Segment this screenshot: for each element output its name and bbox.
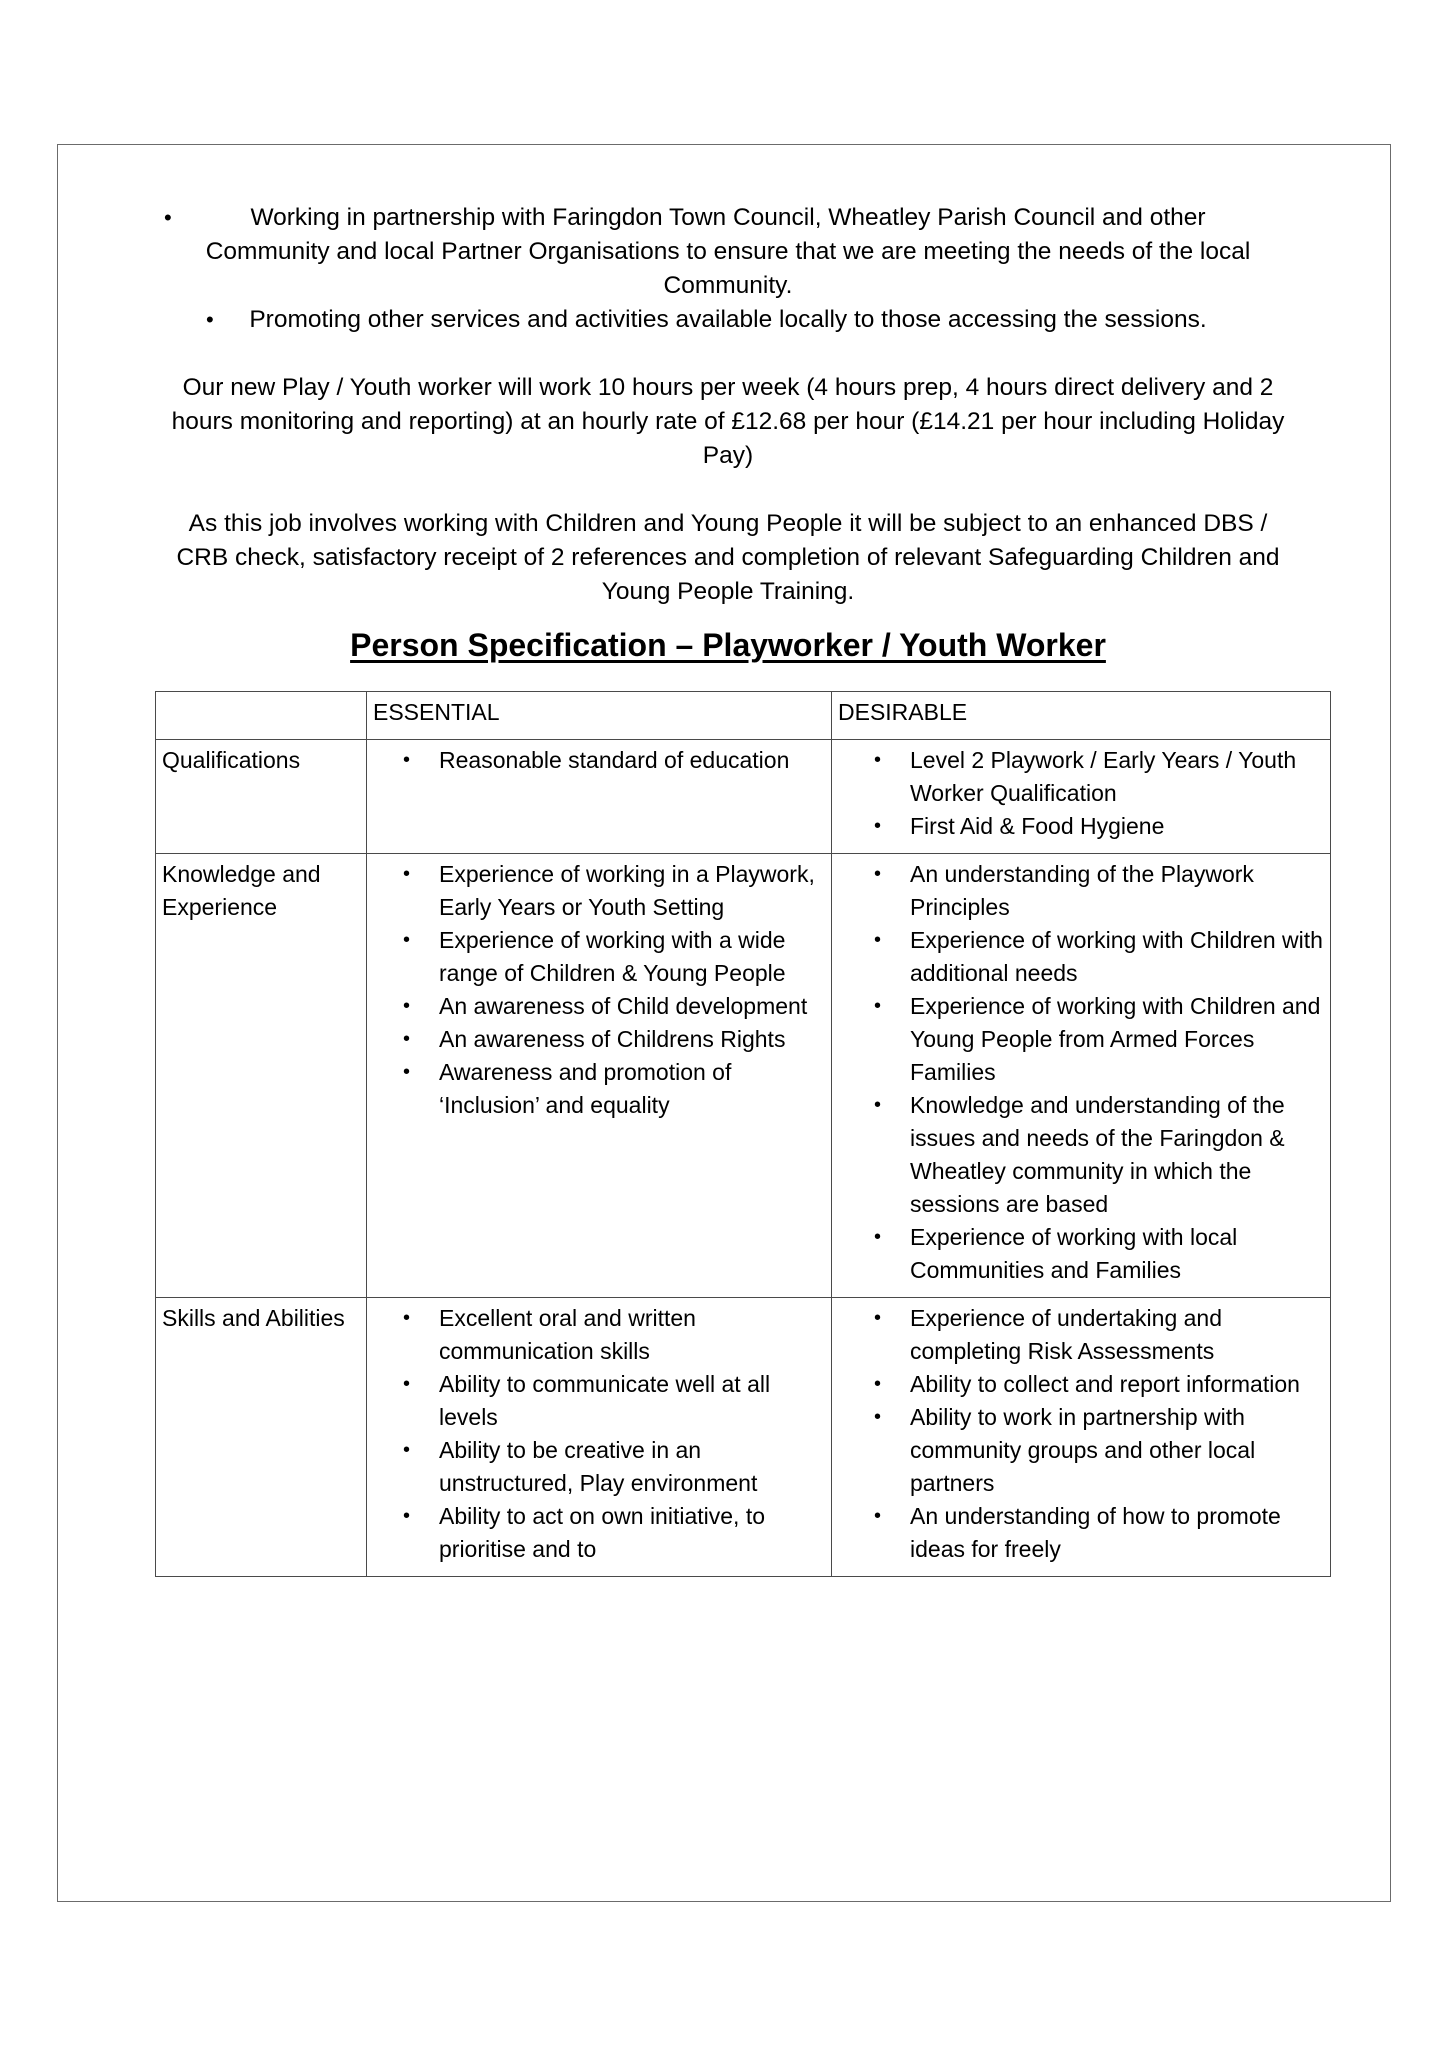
cell-desirable [832, 854, 1331, 1298]
cell-category: Skills and Abilities [156, 1298, 367, 1577]
list-item-text: Experience of working with a wide range of Children & Young People [439, 927, 786, 986]
list-item-text: Ability to communicate well at all levels [439, 1371, 771, 1430]
list-item-text: Ability to be creative in an unstructured, Play environment [439, 1437, 758, 1496]
header-cell-desirable: DESIRABLE [832, 692, 1331, 740]
essential-list [373, 858, 825, 1122]
list-item [838, 858, 1324, 924]
list-item-text: Knowledge and understanding of the issues and needs of the Faringdon & Wheatley community in which the sessions are based [910, 1092, 1285, 1217]
list-item-text: Experience of working with Children with additional needs [910, 927, 1323, 986]
list-item [373, 1056, 825, 1122]
list-item [838, 1221, 1324, 1287]
bullet-icon: • [164, 205, 172, 230]
bullet-icon: • [874, 995, 882, 1017]
list-item [373, 1368, 825, 1434]
bullet-icon: • [403, 929, 411, 951]
page-title-text: Person Specification – Playworker / Youth Worker [350, 627, 1106, 663]
list-item [838, 744, 1324, 810]
list-item [373, 1500, 825, 1566]
list-item [373, 1434, 825, 1500]
list-item [838, 990, 1324, 1089]
list-item-text: An awareness of Child development [439, 993, 808, 1019]
bullet-icon: • [403, 749, 411, 771]
list-item-text: Experience of working with local Communities and Families [910, 1224, 1238, 1283]
list-item [373, 924, 825, 990]
bullet-icon: • [874, 1307, 882, 1329]
list-item [373, 1302, 825, 1368]
essential-list [373, 744, 825, 777]
bullet-icon: • [874, 863, 882, 885]
bullet-icon: • [403, 995, 411, 1017]
list-item-text: Promoting other services and activities available locally to those accessing the sessions. [249, 306, 1207, 333]
table-row [156, 1298, 1331, 1577]
table-header-row [156, 692, 1331, 740]
list-item [373, 744, 825, 777]
bullet-icon: • [874, 1406, 882, 1428]
person-specification-table-wrap [154, 691, 1323, 1577]
list-item-text: Ability to work in partnership with community groups and other local partners [910, 1404, 1256, 1496]
list-item-text: Reasonable standard of education [439, 747, 790, 773]
list-item-text: Ability to act on own initiative, to prioritise and to [439, 1503, 765, 1562]
person-specification-table [155, 691, 1331, 1577]
cell-category: Knowledge and Experience [156, 854, 367, 1298]
bullet-icon: • [403, 863, 411, 885]
cell-desirable [832, 1298, 1331, 1577]
bullet-icon: • [874, 1094, 882, 1116]
document-body [154, 201, 1323, 1577]
page-title [154, 609, 1302, 667]
list-item-text: Experience of working with Children and Young People from Armed Forces Families [910, 993, 1321, 1085]
spacer [154, 473, 1302, 507]
list-item-text: Experience of undertaking and completing Risk Assessments [910, 1305, 1222, 1364]
desirable-list [838, 858, 1324, 1287]
list-item [838, 1089, 1324, 1221]
spacer [154, 337, 1302, 371]
pay-paragraph: Our new Play / Youth worker will work 10 hours per week (4 hours prep, 4 hours direct delivery and 2 hours monitoring and reporting) at an hourly rate of £12.68 per hour (£14.21 per hour including Holiday Pay) [171, 374, 1285, 469]
list-item-text: Awareness and promotion of ‘Inclusion’ and equality [439, 1059, 732, 1118]
cell-desirable [832, 740, 1331, 854]
table-row [156, 740, 1331, 854]
bullet-icon: • [874, 1226, 882, 1248]
list-item [838, 1500, 1324, 1566]
list-item [154, 303, 1302, 337]
bullet-icon: • [874, 1373, 882, 1395]
page-frame [57, 144, 1391, 1902]
bullet-icon: • [403, 1307, 411, 1329]
list-item [838, 1302, 1324, 1368]
table-row [156, 854, 1331, 1298]
cell-essential [367, 854, 832, 1298]
list-item [373, 1023, 825, 1056]
cell-essential [367, 740, 832, 854]
bullet-icon: • [403, 1505, 411, 1527]
cell-essential [367, 1298, 832, 1577]
desirable-list [838, 744, 1324, 843]
list-item [838, 1401, 1324, 1500]
list-item-text: Ability to collect and report information [910, 1371, 1300, 1397]
list-item-text: An awareness of Childrens Rights [439, 1026, 786, 1052]
list-item-text: An understanding of the Playwork Principles [910, 861, 1254, 920]
desirable-list [838, 1302, 1324, 1566]
list-item-text: Level 2 Playwork / Early Years / Youth Worker Qualification [910, 747, 1297, 806]
dbs-paragraph: As this job involves working with Children and Young People it will be subject to an enhanced DBS / CRB check, satisfactory receipt of 2 references and completion of relevant Safeguarding Children and Young People Training. [176, 510, 1280, 605]
bullet-icon: • [874, 1505, 882, 1527]
essential-list [373, 1302, 825, 1566]
bullet-icon: • [874, 929, 882, 951]
list-item [154, 201, 1302, 303]
bullet-icon: • [403, 1373, 411, 1395]
list-item-text: First Aid & Food Hygiene [910, 813, 1165, 839]
list-item [838, 810, 1324, 843]
list-item [838, 924, 1324, 990]
list-item [373, 990, 825, 1023]
intro-bullet-list [154, 201, 1302, 337]
list-item [373, 858, 825, 924]
bullet-icon: • [206, 307, 214, 332]
bullet-icon: • [403, 1439, 411, 1461]
list-item-text: Excellent oral and written communication skills [439, 1305, 696, 1364]
bullet-icon: • [403, 1061, 411, 1083]
list-item [838, 1368, 1324, 1401]
bullet-icon: • [403, 1028, 411, 1050]
list-item-text: An understanding of how to promote ideas for freely [910, 1503, 1281, 1562]
bullet-icon: • [874, 749, 882, 771]
header-cell-category [156, 692, 367, 740]
list-item-text: Working in partnership with Faringdon Town Council, Wheatley Parish Council and other Community and local Partner Organisations to ensure that we are meeting the needs of the local Community. [205, 204, 1251, 299]
list-item-text: Experience of working in a Playwork, Early Years or Youth Setting [439, 861, 815, 920]
header-cell-essential: ESSENTIAL [367, 692, 832, 740]
cell-category: Qualifications [156, 740, 367, 854]
bullet-icon: • [874, 815, 882, 837]
